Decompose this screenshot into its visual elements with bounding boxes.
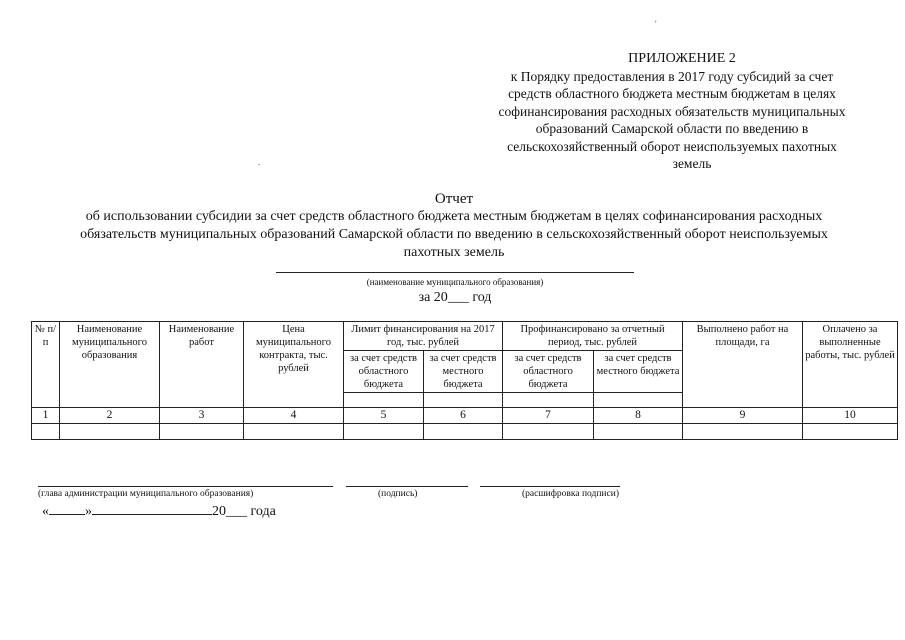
column-number: 2 [60,408,160,424]
header-paid: Оплачено за выполненные работы, тыс. рублей [803,322,898,408]
appendix-line: земель [672,156,712,171]
header-limit: Лимит финансирования на 2017 год, тыс. рублей [344,322,503,351]
column-number: 4 [244,408,344,424]
subheader-funded-local: за счет средств местного бюджета [594,351,683,393]
column-number: 7 [503,408,594,424]
municipality-caption: (наименование муниципального образования) [366,277,544,287]
decode-caption: (расшифровка подписи) [522,489,619,499]
report-year-line [276,290,634,306]
appendix-line: к Порядку предоставления в 2017 году субсидий за счет [510,68,834,84]
table-cell [683,424,803,440]
table-cell [803,424,898,440]
table-cell [32,424,60,440]
header-price: Цена муниципального контракта, тыс. рублей [244,322,344,408]
table-row [32,424,898,440]
appendix-line: средств областного бюджета местным бюджетам в целях [508,86,836,101]
header-municipality: Наименование муниципального образования [60,322,160,408]
table-cell [424,424,503,440]
appendix-line: софинансирования расходных обязательств муниципальных [498,103,846,119]
table-cell [503,393,594,408]
date-year-blank: ___ [226,504,247,519]
year-blank: ___ [447,290,469,305]
table-cell [160,424,244,440]
head-signature-line [38,486,333,487]
date-month-blank [92,502,212,515]
date-line [42,502,276,520]
subheader-limit-local: за счет средств местного бюджета [424,351,503,393]
header-funded: Профинансировано за отчетный период, тыс. рублей [503,322,683,351]
report-title-line: пахотных земель [403,245,505,260]
subheader-funded-regional: за счет средств областного бюджета [503,351,594,393]
report-title-line: обязательств муниципальных образований Самарской области по введению в сельскохозяйственный оборот неиспользуемых [80,227,828,242]
column-number: 1 [32,408,60,424]
signature-line [346,486,468,487]
year-prefix: за 20 [418,290,448,305]
appendix-block [462,50,882,173]
header-area: Выполнено работ на площади, га [683,322,803,408]
date-year-prefix: 20 [212,504,226,519]
date-close-quote: » [85,504,92,519]
column-number: 6 [424,408,503,424]
appendix-line: сельскохозяйственный оборот неиспользуемых пахотных [507,138,837,154]
scan-mark: ' [655,19,657,29]
sign-caption: (подпись) [378,489,418,499]
report-title-line: об использовании субсидии за счет средств областного бюджета местным бюджетам в целях софинансирования расходных [85,209,823,224]
table-cell [244,424,344,440]
column-number: 10 [803,408,898,424]
table-cell [60,424,160,440]
table-cell [503,424,594,440]
table-cell [594,393,683,408]
report-table [31,321,898,440]
column-number: 8 [594,408,683,424]
year-suffix: год [472,290,492,305]
header-works: Наименование работ [160,322,244,408]
appendix-line: образований Самарской области по введению в [535,121,809,136]
report-title-block [18,190,890,262]
table-column-number-row [32,408,898,424]
column-number: 3 [160,408,244,424]
table-cell [424,393,503,408]
subheader-limit-regional: за счет средств областного бюджета [344,351,424,393]
signature-decode-line [480,486,620,487]
scan-mark: . [258,157,261,167]
table-cell [344,424,424,440]
head-caption: (глава администрации муниципального образования) [38,489,254,499]
date-open-quote: « [42,504,49,519]
date-day-blank [49,502,85,515]
table-cell [594,424,683,440]
header-num: № п/п [32,322,60,408]
appendix-title: ПРИЛОЖЕНИЕ 2 [628,51,736,66]
table-cell [344,393,424,408]
report-heading: Отчет [434,191,474,207]
table-header-row [32,322,898,351]
municipality-name-line [276,272,634,273]
column-number: 5 [344,408,424,424]
date-suffix: года [250,504,276,519]
column-number: 9 [683,408,803,424]
